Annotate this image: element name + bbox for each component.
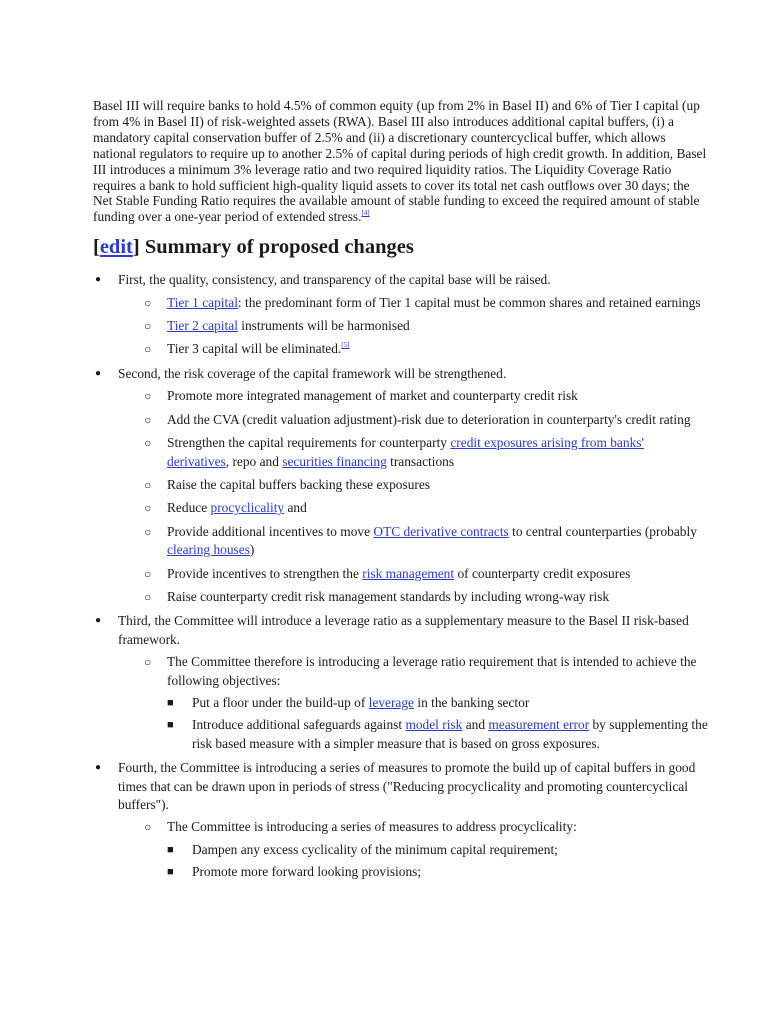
square-marker: ■ xyxy=(167,843,174,856)
list-item: ○ Promote more integrated management of market and counterparty credit risk xyxy=(143,387,708,405)
leverage-link[interactable]: leverage xyxy=(368,694,415,710)
sublist xyxy=(118,294,708,359)
list-item: ■ Dampen any excess cyclicality of the minimum capital requirement; xyxy=(167,841,708,859)
list-item-tier3: ○ Tier 3 capital will be eliminated.[5] xyxy=(143,340,708,358)
list-item: ○ Add the CVA (credit valuation adjustment)-risk due to deterioration in counterparty's credit rating xyxy=(143,411,708,429)
section-title: Summary of proposed changes xyxy=(144,236,414,259)
list-item: ○ Provide incentives to strengthen the risk management of counterparty credit exposures xyxy=(143,565,708,583)
model-risk-link[interactable]: model risk xyxy=(405,717,463,733)
credit-exposures-link[interactable]: credit exposures arising from banks' derivatives xyxy=(167,435,644,469)
sublist xyxy=(118,653,708,753)
list-item: ■ Put a floor under the build-up of leverage in the banking sector xyxy=(167,694,708,712)
proposed-changes-list xyxy=(93,271,708,881)
intro-paragraph xyxy=(93,98,708,225)
list-item: ○ Strengthen the capital requirements for counterparty credit exposures arising from banks' derivatives, repo and securities financing transactions xyxy=(144,435,644,469)
list-item: ○ Raise counterparty credit risk management standards by including wrong-way risk xyxy=(143,588,708,606)
list-item: ○ Provide additional incentives to move OTC derivative contracts to central counterparties (probably clearing houses) xyxy=(144,523,697,558)
tier-1-capital-link[interactable]: Tier 1 capital xyxy=(167,294,238,310)
square-marker: ■ xyxy=(167,866,174,879)
circle-marker: ○ xyxy=(144,342,152,357)
list-item-fourth: ● Fourth, the Committee is introducing a series of measures to promote the build up of capital buffers in good times that can be drawn upon in periods of stress ("Reducing procyclicality and promoting countercyclical buffers"). ○ The Committee is introducing a series of measures to address procyclicality: ■ Dampen any excess cyclicality of the minimum capital requirement; ■ Promote more forward looking provisions; xyxy=(93,759,708,881)
sublist xyxy=(118,818,708,881)
bullet-marker: ● xyxy=(95,367,102,379)
list-item-tier2: ○ Tier 2 capital instruments will be harmonised xyxy=(143,317,708,335)
measurement-error-link[interactable]: measurement error xyxy=(488,717,590,733)
otc-derivative-contracts-link[interactable]: OTC derivative contracts xyxy=(373,523,509,539)
objectives-list xyxy=(167,694,708,753)
circle-marker: ○ xyxy=(144,566,152,581)
tier-2-capital-link[interactable]: Tier 2 capital xyxy=(167,318,238,334)
list-item-tier1: ○ Tier 1 capital: the predominant form of Tier 1 capital must be common shares and retained earnings xyxy=(143,294,708,312)
clearing-houses-link[interactable]: clearing houses xyxy=(167,542,250,558)
circle-marker: ○ xyxy=(144,655,152,670)
list-item-second: ● Second, the risk coverage of the capital framework will be strengthened. ○ Promote more integrated management of market and counterparty credit risk ○ Add the CVA (credit valuation adjustment)-risk due to deterioration in counterparty's credit rating ○ Strengthen the capital requirements for counterparty credit exposures arising from banks' derivatives, repo and securities financing transactions ○ Raise the capital buffers backing these exposures ○ Reduce procyclicality and ○ Provide additional incentives to move OTC derivative contracts to central counterparties (probably clearing houses) ○ Provide incentives to strengthen the risk management of counterparty credit exposures ○ Raise counterparty credit risk management standards by including wrong-way risk xyxy=(93,365,708,606)
list-item-first: ● First, the quality, consistency, and transparency of the capital base will be raised. ○ Tier 1 capital: the predominant form of Tier 1 capital must be common shares and retained earnings ○ Tier 2 capital instruments will be harmonised ○ Tier 3 capital will be eliminated.[5] xyxy=(93,271,708,359)
circle-marker: ○ xyxy=(144,524,152,539)
circle-marker: ○ xyxy=(144,501,152,516)
square-marker: ■ xyxy=(167,696,174,709)
sublist xyxy=(118,387,708,606)
circle-marker: ○ xyxy=(144,477,152,492)
section-heading: [edit] Summary of proposed changes xyxy=(93,236,414,259)
circle-marker: ○ xyxy=(144,412,152,427)
citation-5-link[interactable]: [5] xyxy=(341,341,350,350)
intro-text: Basel III will require banks to hold 4.5% of common equity (up from 2% in Basel II) and 6% of Tier I capital (up from 4% in Basel II) of risk-weighted assets (RWA). Basel III also introduces additional capital buffers, (i) a mandatory capital conservation buffer of 2.5% and (ii) a discretionary countercyclical buffer, which allows national regulators to require up to another 2.5% of capital during periods of high credit growth. In addition, Basel III introduces a minimum 3% leverage ratio and two required liquidity ratios. The Liquidity Coverage Ratio requires a bank to hold sufficient high-quality liquid assets to cover its total net cash outflows over 30 days; the Net Stable Funding Ratio requires the available amount of stable funding to exceed the required amount of stable funding over a one-year period of extended stress. xyxy=(93,98,707,225)
list-item: ○ The Committee is introducing a series of measures to address procyclicality: ■ Dampen any excess cyclicality of the minimum capital requirement; ■ Promote more forward looking provisions; xyxy=(143,818,708,881)
edit-section-link[interactable]: edit xyxy=(99,236,133,259)
circle-marker: ○ xyxy=(144,389,152,404)
bullet-marker: ● xyxy=(95,615,102,627)
circle-marker: ○ xyxy=(144,295,152,310)
list-item: ○ Raise the capital buffers backing these exposures xyxy=(143,476,708,494)
measures-list xyxy=(167,841,708,882)
circle-marker: ○ xyxy=(144,436,152,451)
bullet-marker: ● xyxy=(95,274,102,286)
risk-management-link[interactable]: risk management xyxy=(362,565,455,581)
list-item-third: ● Third, the Committee will introduce a leverage ratio as a supplementary measure to the Basel II risk-based framework. ○ The Committee therefore is introducing a leverage ratio requirement that is intended to achieve the following objectives: ■ Put a floor under the build-up of leverage in the banking sector ■ Introduce additional safeguards against model risk and measurement error by supplementing the risk based measure with a simpler measure that is based on gross exposures. xyxy=(93,612,708,753)
list-item: ■ Promote more forward looking provisions; xyxy=(167,863,708,881)
bullet-marker: ● xyxy=(95,762,102,774)
citation-4-link[interactable]: [4] xyxy=(361,209,370,218)
securities-financing-link[interactable]: securities financing xyxy=(282,453,387,469)
list-item: ○ Reduce procyclicality and xyxy=(143,499,708,517)
square-marker: ■ xyxy=(167,719,174,732)
circle-marker: ○ xyxy=(144,820,152,835)
list-item: ■ Introduce additional safeguards against model risk and measurement error by supplementing the risk based measure with a simpler measure that is based on gross exposures. xyxy=(167,717,708,751)
circle-marker: ○ xyxy=(144,319,152,334)
procyclicality-link[interactable]: procyclicality xyxy=(210,500,285,516)
circle-marker: ○ xyxy=(144,589,152,604)
list-item: ○ The Committee therefore is introducing a leverage ratio requirement that is intended to achieve the following objectives: ■ Put a floor under the build-up of leverage in the banking sector ■ Introduce additional safeguards against model risk and measurement error by supplementing the risk based measure with a simpler measure that is based on gross exposures. xyxy=(143,653,708,753)
